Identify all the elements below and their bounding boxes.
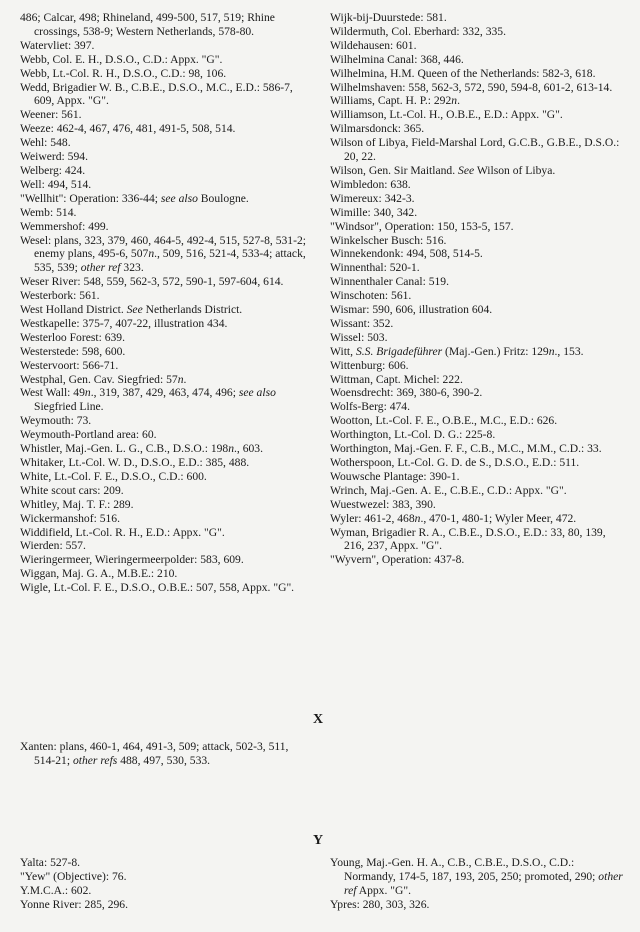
index-entry: Wimereux: 342-3. — [330, 191, 415, 205]
index-entry: Widdifield, Lt.-Col. R. H., E.D.: Appx. "G". — [20, 525, 225, 539]
index-entry: Wehl: 548. — [20, 136, 71, 150]
index-entry: Westkapelle: 375-7, 407-22, illustration 434. — [20, 316, 228, 330]
index-entry: West Wall: 49n., 319, 387, 429, 463, 474, 496; see also Siegfried Line. — [20, 386, 276, 414]
index-entry: Wilmarsdonck: 365. — [330, 122, 425, 136]
index-entry: Winnekendonk: 494, 508, 514-5. — [330, 247, 483, 261]
index-entry: Westerbork: 561. — [20, 289, 100, 303]
index-entry: Winnenthal: 520-1. — [330, 261, 420, 275]
index-column-y-left — [20, 856, 311, 912]
index-entry: Wilhelmina Canal: 368, 446. — [330, 52, 464, 66]
index-entry: Wimbledon: 638. — [330, 177, 411, 191]
index-entry: Watervliet: 397. — [20, 38, 95, 52]
index-entry: Wissel: 503. — [330, 330, 388, 344]
index-entry: Whitaker, Lt.-Col. W. D., D.S.O., E.D.: 385, 488. — [20, 456, 250, 469]
index-entry: Wuestwezel: 383, 390. — [330, 497, 436, 511]
index-entry: Woensdrecht: 369, 380-6, 390-2. — [330, 386, 483, 400]
index-entry: Winkelscher Busch: 516. — [330, 233, 447, 247]
index-entry: White scout cars: 209. — [20, 483, 124, 497]
index-entry: Welberg: 424. — [20, 163, 86, 177]
index-entry: Witt, S.S. Brigadeführer (Maj.-Gen.) Fritz: 129n., 153. — [330, 344, 584, 358]
index-entry: "Wyvern", Operation: 437-8. — [330, 553, 465, 567]
index-entry: 486; Calcar, 498; Rhineland, 499-500, 517, 519; Rhine crossings, 538-9; Western Netherlands, 578-80. — [20, 11, 275, 38]
index-entry: Wittenburg: 606. — [330, 358, 409, 372]
index-entry: Weiwerd: 594. — [20, 150, 88, 164]
index-entry: "Wellhit": Operation: 336-44; see also Boulogne. — [20, 191, 249, 205]
index-column-w-right — [330, 11, 626, 567]
index-entry: White, Lt.-Col. F. E., D.S.O., C.D.: 600. — [20, 469, 207, 483]
index-entry: Westerstede: 598, 600. — [20, 344, 126, 358]
index-entry: West Holland District. See Netherlands District. — [20, 303, 243, 317]
index-entry: Wieringermeer, Wieringermeerpolder: 583, 609. — [20, 553, 244, 567]
index-entry: Wrinch, Maj.-Gen. A. E., C.B.E., C.D.: Appx. "G". — [330, 483, 567, 497]
index-entry: "Yew" (Objective): 76. — [20, 869, 127, 883]
index-entry: Westervoort: 566-71. — [20, 358, 119, 372]
index-entry: Young, Maj.-Gen. H. A., C.B., C.B.E., D.S.O., C.D.: Normandy, 174-5, 187, 193, 205, 250; promoted, 290; other ref Appx. "G". — [330, 856, 623, 897]
index-entry: Whitley, Maj. T. F.: 289. — [20, 497, 134, 511]
index-entry: Wildehausen: 601. — [330, 38, 417, 52]
index-entry: Winschoten: 561. — [330, 289, 412, 303]
index-entry: Wilson, Gen. Sir Maitland. See Wilson of Libya. — [330, 163, 556, 177]
index-entry: Weeze: 462-4, 467, 476, 481, 491-5, 508, 514. — [20, 122, 236, 136]
index-entry: Westphal, Gen. Cav. Siegfried: 57n. — [20, 372, 187, 386]
index-entry: Wemmershof: 499. — [20, 219, 109, 233]
index-entry: Wesel: plans, 323, 379, 460, 464-5, 492-4, 515, 527-8, 531-2; enemy plans, 495-6, 507n., 509, 516, 521-4, 533-4; attack, 535, 539; other ref 323. — [20, 233, 306, 275]
index-entry: Wedd, Brigadier W. B., C.B.E., D.S.O., M.C., E.D.: 586-7, 609, Appx. "G". — [20, 80, 293, 108]
index-entry: Webb, Col. E. H., D.S.O., C.D.: Appx. "G". — [20, 52, 223, 66]
index-entry: Westerloo Forest: 639. — [20, 330, 126, 344]
index-entry: Wierden: 557. — [20, 539, 86, 553]
index-entry: Williams, Capt. H. P.: 292n. — [330, 94, 460, 108]
index-entry: Wyman, Brigadier R. A., C.B.E., D.S.O., E.D.: 33, 80, 139, 216, 237, Appx. "G". — [330, 525, 606, 553]
index-entry: Y.M.C.A.: 602. — [20, 883, 92, 897]
index-entry: Weymouth: 73. — [20, 414, 92, 428]
index-column-w-left — [20, 11, 311, 595]
index-entry: Ypres: 280, 303, 326. — [330, 897, 430, 911]
section-letter-y: Y — [313, 833, 324, 848]
index-entry: Wotherspoon, Lt.-Col. G. D. de S., D.S.O., E.D.: 511. — [330, 456, 580, 469]
index-entry: Wilhelmina, H.M. Queen of the Netherlands: 582-3, 618. — [330, 66, 596, 80]
index-entry: Wolfs-Berg: 474. — [330, 400, 411, 414]
index-entry: Wyler: 461-2, 468n., 470-1, 480-1; Wyler Meer, 472. — [330, 511, 577, 525]
index-entry: Wismar: 590, 606, illustration 604. — [330, 303, 493, 317]
index-entry: Wemb: 514. — [20, 205, 77, 219]
index-entry: Wootton, Lt.-Col. F. E., O.B.E., M.C., E.D.: 626. — [330, 414, 558, 428]
index-entry: Wigle, Lt.-Col. F. E., D.S.O., O.B.E.: 507, 558, Appx. "G". — [20, 581, 295, 595]
index-entry: Whistler, Maj.-Gen. L. G., C.B., D.S.O.: 198n., 603. — [20, 442, 263, 456]
index-entry: Wiggan, Maj. G. A., M.B.E.: 210. — [20, 567, 178, 581]
index-entry: Weymouth-Portland area: 60. — [20, 428, 157, 442]
index-entry: Yalta: 527-8. — [20, 856, 81, 869]
index-entry: Worthington, Lt.-Col. D. G.: 225-8. — [330, 428, 496, 442]
index-entry: Xanten: plans, 460-1, 464, 491-3, 509; attack, 502-3, 511, 514-21; other refs 488, 497, 530, 533. — [20, 740, 289, 767]
index-entry: "Windsor", Operation: 150, 153-5, 157. — [330, 219, 514, 233]
index-entry: Yonne River: 285, 296. — [20, 897, 129, 911]
index-entry: Wissant: 352. — [330, 316, 394, 330]
index-entry: Weser River: 548, 559, 562-3, 572, 590-1, 597-604, 614. — [20, 275, 284, 289]
index-entry: Wilhelmshaven: 558, 562-3, 572, 590, 594-8, 601-2, 613-14. — [330, 80, 613, 94]
index-entry: Wildermuth, Col. Eberhard: 332, 335. — [330, 24, 506, 38]
index-entry: Wilson of Libya, Field-Marshal Lord, G.C.B., G.B.E., D.S.O.: 20, 22. — [330, 136, 620, 164]
index-entry: Worthington, Maj.-Gen. F. F., C.B., M.C., M.M., C.D.: 33. — [330, 442, 602, 456]
index-entry: Wouwsche Plantage: 390-1. — [330, 469, 460, 483]
index-entry: Wickermanshof: 516. — [20, 511, 120, 525]
index-entry: Wijk-bij-Duurstede: 581. — [330, 11, 447, 24]
index-entry: Well: 494, 514. — [20, 177, 92, 191]
index-column-x-left — [20, 740, 311, 768]
index-entry: Winnenthaler Canal: 519. — [330, 275, 449, 289]
index-entry: Williamson, Lt.-Col. H., O.B.E., E.D.: Appx. "G". — [330, 108, 563, 122]
index-column-y-right — [330, 856, 626, 912]
index-entry: Wittman, Capt. Michel: 222. — [330, 372, 463, 386]
index-entry: Wimille: 340, 342. — [330, 205, 418, 219]
index-entry: Webb, Lt.-Col. R. H., D.S.O., C.D.: 98, 106. — [20, 66, 227, 80]
section-letter-x: X — [313, 712, 324, 727]
index-entry: Weener: 561. — [20, 108, 82, 122]
